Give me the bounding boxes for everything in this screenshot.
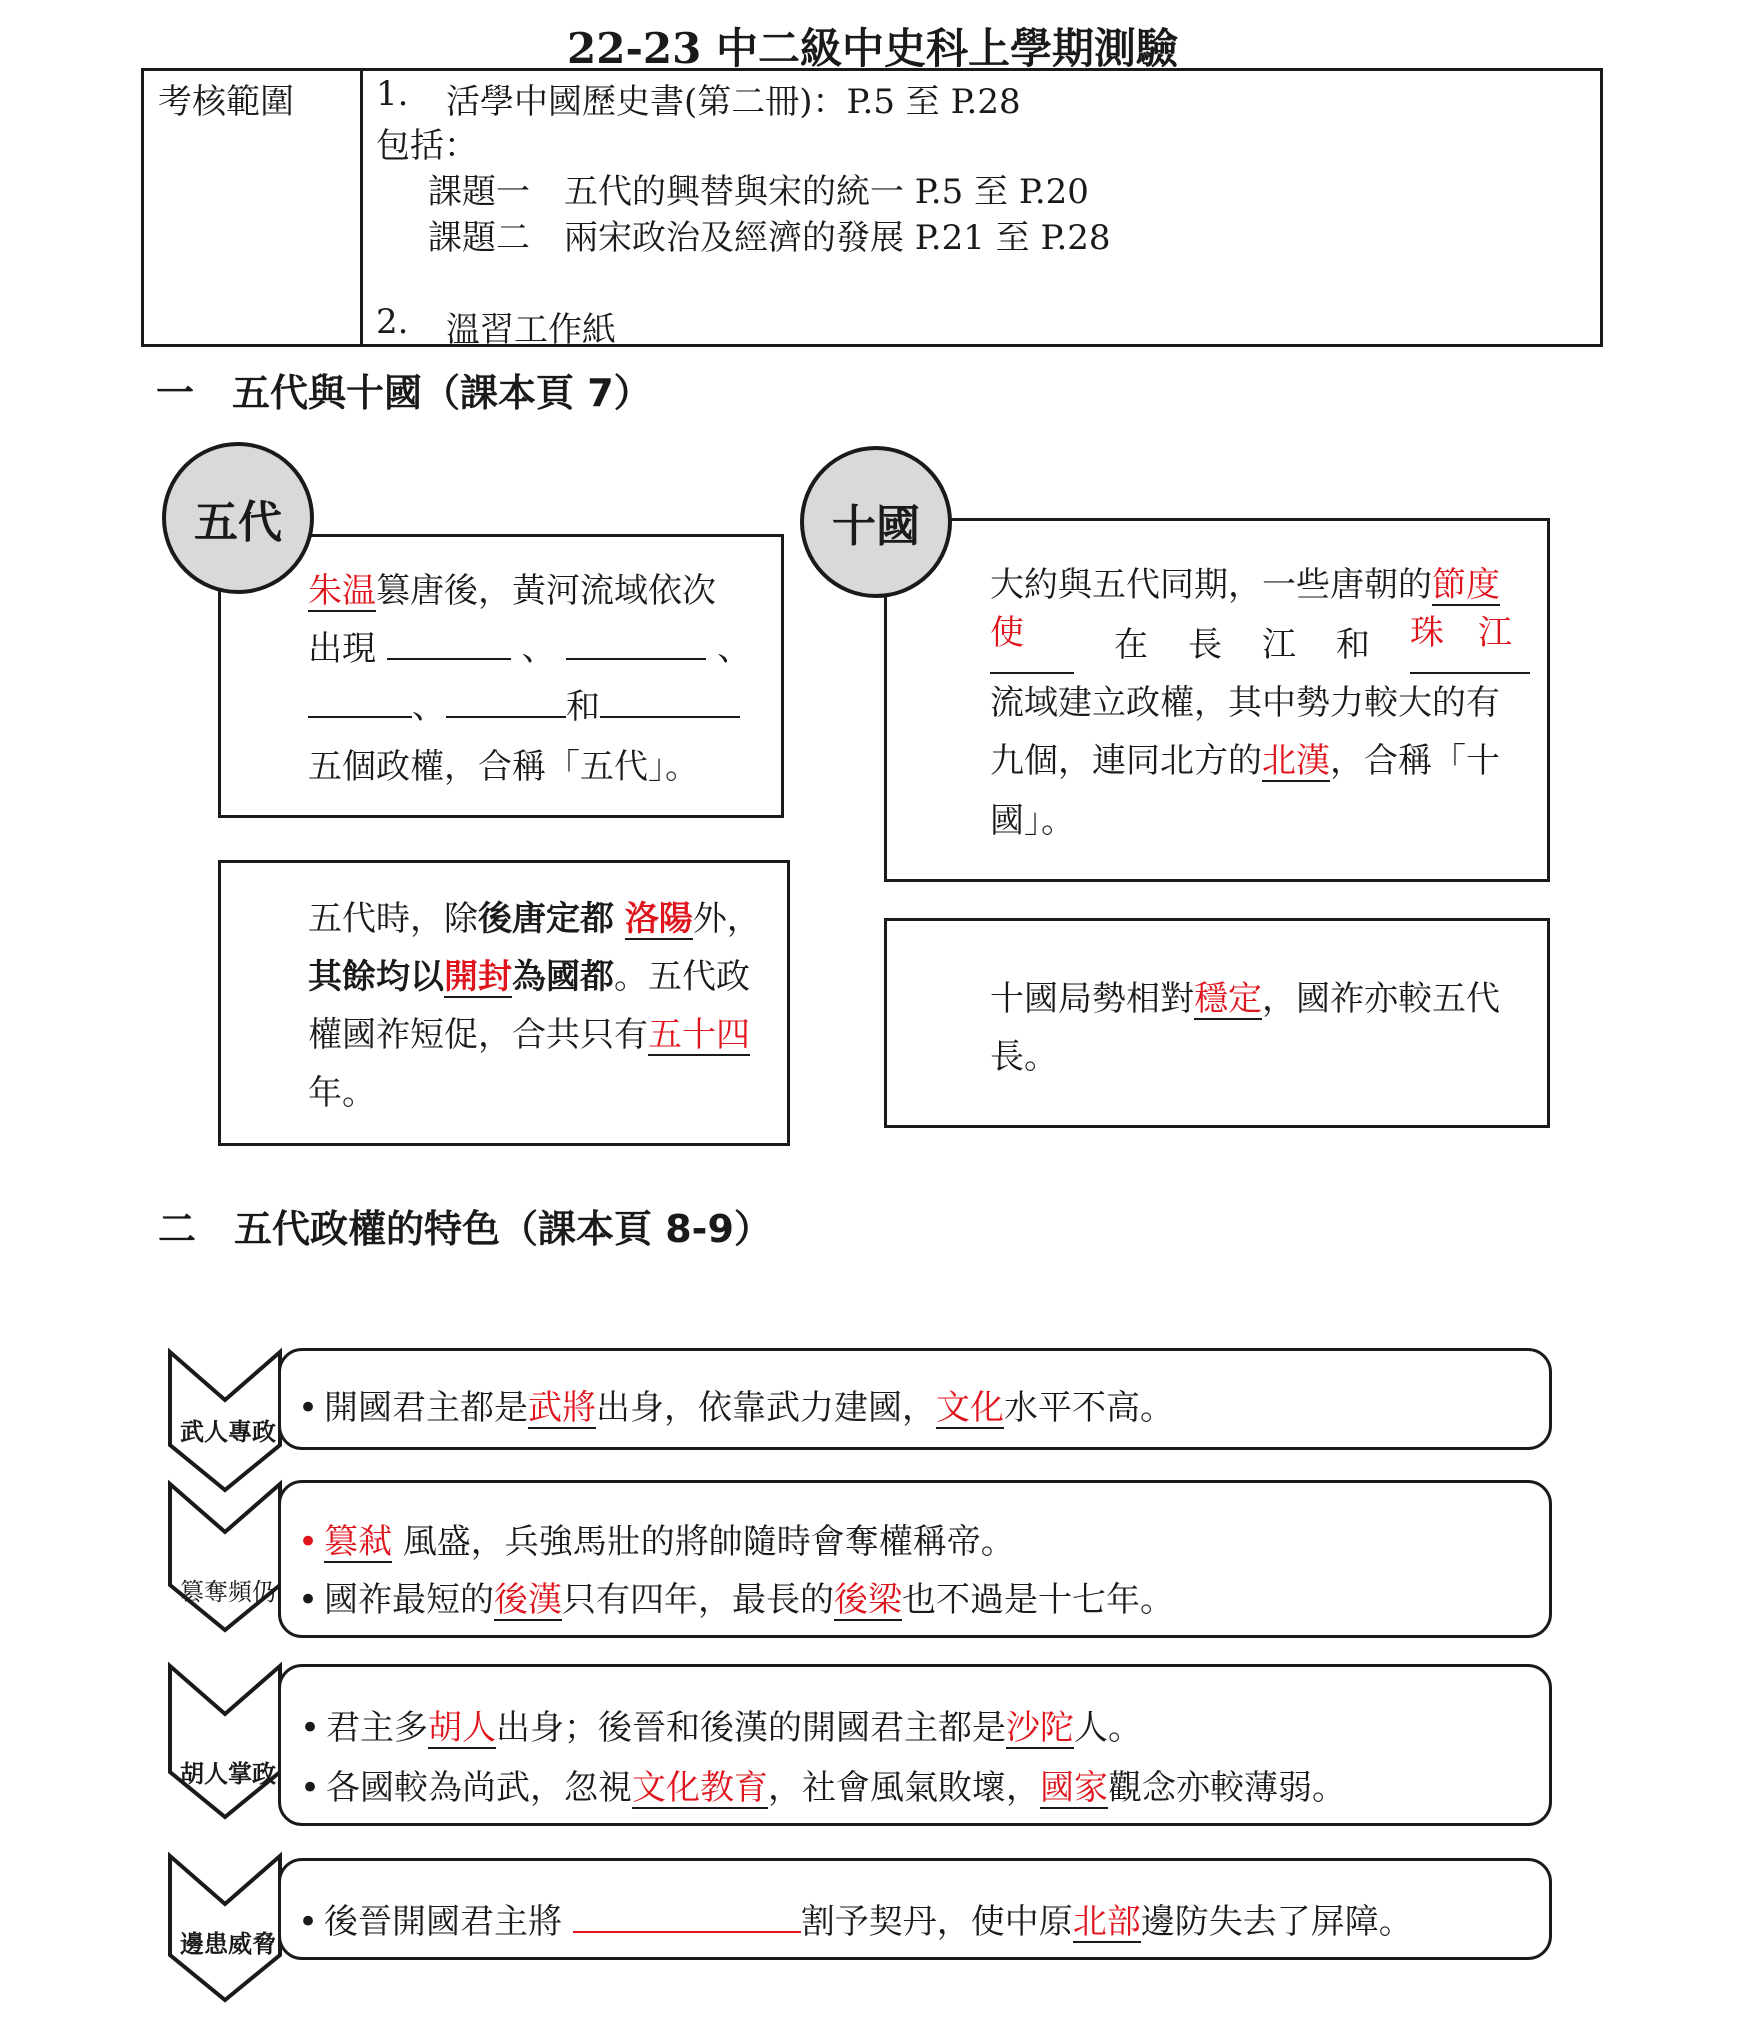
answer-cultural-education: 文化教育 <box>632 1768 768 1808</box>
answer-zhu-wen: 朱温 <box>308 571 376 611</box>
answer-northern-part: 北部 <box>1072 1902 1141 1942</box>
scope-item-1-number: 1. <box>376 74 409 114</box>
ten-kingdoms-text-6: 國」。 <box>990 801 1075 841</box>
and-text: 和 <box>566 687 600 727</box>
scope-include-label: 包括： <box>376 126 478 166</box>
chevron-arrow-3 <box>170 1666 280 1817</box>
ten-kingdoms-circle-label: 十國 <box>832 501 920 552</box>
capital-text-4: 其餘均以 <box>308 957 444 997</box>
five-dynasties-circle <box>162 442 314 594</box>
scope-topic-1: 課題一 五代的興替與宋的統一 P.5 至 P.20 <box>428 172 1089 212</box>
scope-item-2-number: 2. <box>376 302 409 342</box>
separator-1: 、 <box>521 629 556 669</box>
bullet: • <box>298 1580 319 1620</box>
row-1-line-1 <box>298 1380 1174 1429</box>
row-4-text-a: 後晉開國君主將 <box>324 1902 562 1942</box>
ten-kingdoms-text-chang: 長 <box>1188 625 1222 665</box>
scope-topic-2: 課題二 兩宋政治及經濟的發展 P.21 至 P.28 <box>428 218 1111 258</box>
bullet: • <box>298 1388 319 1428</box>
answer-nation: 國家 <box>1040 1768 1108 1808</box>
page-title: 22-23 中二級中史科上學期測驗 <box>567 24 1178 73</box>
bullet: • <box>300 1708 321 1748</box>
scope-item-1-text: 活學中國歷史書(第二冊)：P.5 至 P.28 <box>446 82 1021 122</box>
capital-text-5: 為國都 <box>512 957 614 997</box>
ten-kingdoms-text-4: 九個，連同北方的 <box>990 741 1262 781</box>
capital-text-6: 。五代政 <box>614 957 750 997</box>
row-2-line-1 <box>298 1514 1015 1563</box>
row-3-text-b2: ，社會風氣敗壞， <box>768 1768 1040 1808</box>
answer-usurpation: 篡弒 <box>324 1522 392 1562</box>
five-dynasties-text-3: 五個政權，合稱「五代」。 <box>308 747 699 787</box>
five-dynasties-text-2: 出現 <box>308 629 376 669</box>
blank-ceded-territory[interactable] <box>573 1897 801 1933</box>
row-3-text-c: 人。 <box>1074 1708 1142 1748</box>
ten-kingdoms-text-jiang: 江 <box>1262 625 1296 665</box>
answer-later-liang: 後梁 <box>834 1580 902 1620</box>
row-2-text-a2: 國祚最短的 <box>324 1580 494 1620</box>
capital-text-1: 五代時，除 <box>308 899 478 939</box>
row-2-label: 篡奪頻仍 <box>180 1578 276 1606</box>
five-dynasties-line-3 <box>308 678 740 736</box>
answer-northern-han: 北漢 <box>1262 741 1330 781</box>
five-dynasties-text-1: 篡唐後，黃河流域依次 <box>376 571 716 611</box>
separator-2: 、 <box>717 629 752 669</box>
chevron-arrow-2 <box>170 1484 280 1630</box>
answer-culture: 文化 <box>936 1388 1004 1428</box>
ten-kingdoms-line-1 <box>990 556 1500 614</box>
row-2-text-b: 風盛，兵強馬壯的將帥隨時會奪權稱帝。 <box>402 1522 1015 1562</box>
answer-fifty-four: 五十四 <box>648 1015 750 1055</box>
ten-kingdoms-text-1: 大約與五代同期，一些唐朝的 <box>990 565 1432 605</box>
section-2-heading: 二 五代政權的特色（課本頁 8-9） <box>158 1207 772 1251</box>
answer-jiang: 江 <box>1478 613 1512 653</box>
answer-later-han: 後漢 <box>494 1580 562 1620</box>
row-4-line-1 <box>298 1894 1413 1943</box>
row-3-line-2 <box>300 1760 1346 1809</box>
row-1-text-b: 出身，依靠武力建國， <box>596 1388 936 1428</box>
answer-shatuo: 沙陀 <box>1006 1708 1074 1748</box>
capital-line-2 <box>308 948 750 1006</box>
scope-item-2-text: 溫習工作紙 <box>446 310 616 350</box>
answer-military-general: 武將 <box>528 1388 596 1428</box>
five-dynasties-line-2 <box>308 620 751 678</box>
scope-table-divider <box>360 68 363 347</box>
scope-label: 考核範圍 <box>158 82 294 122</box>
capital-line-3 <box>308 1006 750 1064</box>
ten-kingdoms-text-zai: 在 <box>1114 625 1148 665</box>
ten-kingdoms-text-he: 和 <box>1336 625 1370 665</box>
answer-luoyang: 洛陽 <box>624 899 693 939</box>
row-2-line-2 <box>298 1572 1174 1621</box>
bullet: • <box>300 1768 321 1808</box>
five-dynasties-line-1 <box>308 562 716 620</box>
blank-dynasty-3[interactable] <box>308 682 412 718</box>
answer-jiedu: 節度 <box>1432 565 1500 605</box>
row-2-text-b2: 只有四年，最長的 <box>562 1580 834 1620</box>
row-3-label: 胡人掌政 <box>180 1759 276 1788</box>
answer-zhu: 珠 <box>1410 613 1444 653</box>
answer-hu-people: 胡人 <box>428 1708 496 1748</box>
capital-text-3: 外， <box>692 899 761 939</box>
row-3-text-a: 君主多 <box>326 1708 428 1748</box>
answer-shi: 使 <box>990 616 1074 674</box>
answer-stable: 穩定 <box>1194 979 1262 1019</box>
stability-text-2: ，國祚亦較五代 <box>1262 979 1500 1019</box>
row-1-text-c: 水平不高。 <box>1004 1388 1174 1428</box>
row-1-text-a: 開國君主都是 <box>324 1388 528 1428</box>
row-3-text-a2: 各國較為尚武，忽視 <box>326 1768 632 1808</box>
blank-dynasty-2[interactable] <box>566 624 706 660</box>
ten-kingdoms-text-5: ，合稱「十 <box>1330 741 1500 781</box>
ten-kingdoms-text-3: 流域建立政權，其中勢力較大的有 <box>990 683 1500 723</box>
stability-text-1: 十國局勢相對 <box>990 979 1194 1019</box>
blank-dynasty-4[interactable] <box>446 682 566 718</box>
row-3-line-1 <box>300 1700 1142 1749</box>
stability-line-1 <box>990 970 1500 1028</box>
ten-kingdoms-circle <box>800 446 952 598</box>
row-4-label: 邊患威脅 <box>180 1929 276 1958</box>
capital-text-2: 後唐定都 <box>478 899 614 939</box>
blank-dynasty-5[interactable] <box>600 682 740 718</box>
five-dynasties-circle-label: 五代 <box>194 497 282 548</box>
separator-3: 、 <box>412 687 446 727</box>
row-3-text-b: 出身；後晉和後漢的開國君主都是 <box>496 1708 1006 1748</box>
answer-pearl-river <box>1410 613 1530 674</box>
stability-text-3: 長。 <box>990 1037 1058 1077</box>
ten-kingdoms-line-4 <box>990 732 1500 790</box>
section-1-heading: 一 五代與十國（課本頁 7） <box>156 371 652 415</box>
row-4-text-b: 割予契丹，使中原 <box>800 1902 1073 1942</box>
ten-kingdoms-line-2 <box>990 613 1530 674</box>
capital-line-1 <box>308 890 761 948</box>
row-1-label: 武人專政 <box>180 1417 276 1446</box>
bullet: • <box>298 1902 319 1942</box>
row-2-text-c2: 也不過是十七年。 <box>902 1580 1174 1620</box>
capital-text-7: 權國祚短促，合共只有 <box>308 1015 648 1055</box>
row-4-text-c: 邊防失去了屏障。 <box>1140 1902 1413 1942</box>
answer-kaifeng: 開封 <box>444 957 512 997</box>
blank-dynasty-1[interactable] <box>387 624 511 660</box>
capital-text-8: 年。 <box>308 1073 376 1113</box>
row-3-text-c2: 觀念亦較薄弱。 <box>1108 1768 1346 1808</box>
bullet: • <box>298 1522 319 1562</box>
